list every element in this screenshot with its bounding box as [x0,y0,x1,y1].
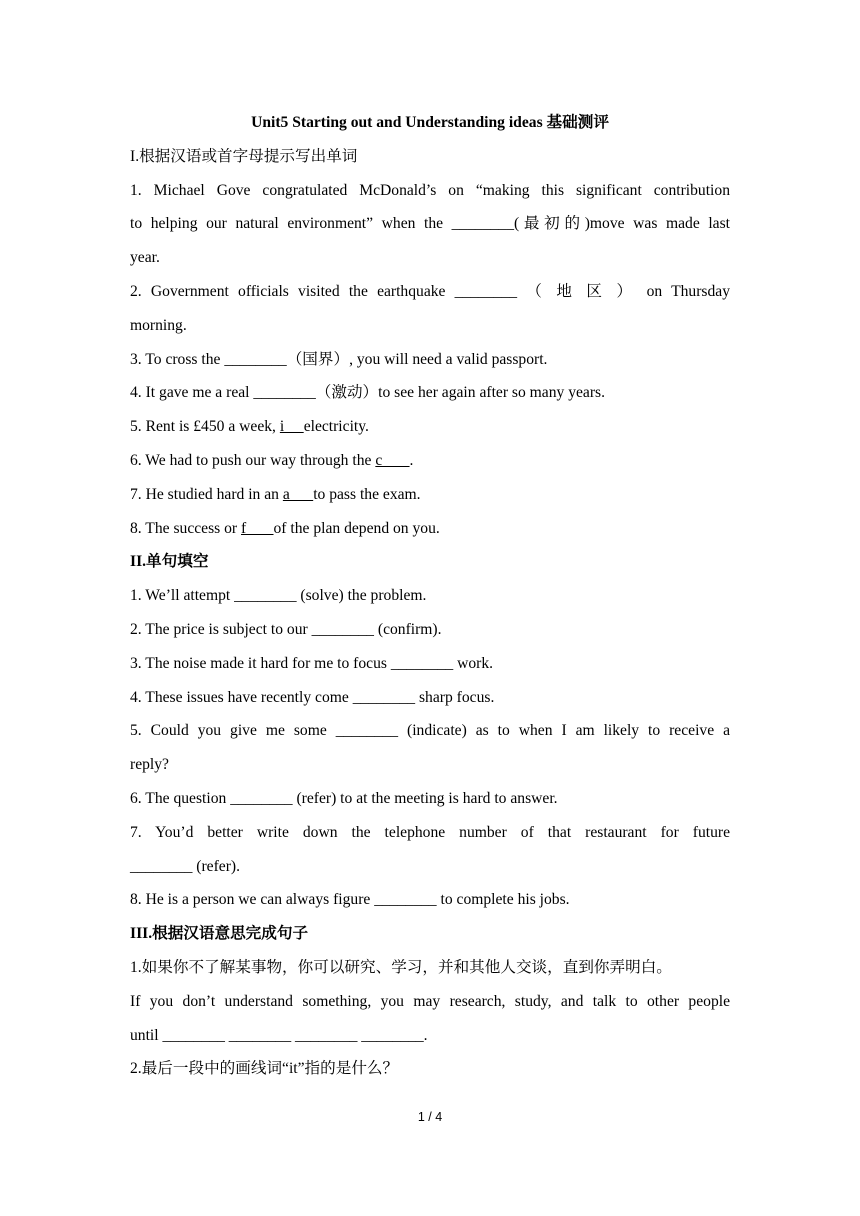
s3-q2-chinese: 2.最后一段中的画线词“it”指的是什么？ [130,1060,399,1078]
s1-q6 [130,444,730,478]
s2-q8: 8. He is a person we can always figure ________ to complete his jobs. [130,891,570,909]
s2-q6: 6. The question ________ (refer) to at the meeting is hard to answer. [130,789,558,807]
s3-q1-line2: until ________ ________ ________ ________. [130,1026,428,1044]
s3-q1-chinese: 1.如果你不了解某事物，你可以研究、学习，并和其他人交谈，直到你弄明白。 [130,958,672,976]
s3-q1-line1: If you don’t understand something, you may research, study, and talk to other people [130,992,730,1010]
s1-q3: 3. To cross the ________（国界）, you will need a valid passport. [130,350,548,368]
s2-q5-line2: reply? [130,756,169,774]
s1-q2-line2: morning. [130,316,187,334]
s2-q4: 4. These issues have recently come ________ sharp focus. [130,688,495,706]
s1-q6-blank: c [375,451,410,469]
s1-q7-blank: a [282,485,314,503]
s1-q8-pre: 8. The success or [130,519,242,537]
s2-q3: 3. The noise made it hard for me to focus ________ work. [130,654,494,672]
s1-q1-line1: 1. Michael Gove congratulated McDonald’s on “making this significant contribution [130,181,730,199]
s1-q8-blank: f [241,519,274,537]
s1-q6-pre: 6. We had to push our way through the [130,451,376,469]
section-1-heading: I.根据汉语或首字母提示写出单词 [130,147,358,165]
s2-q5-line1: 5. Could you give me some ________ (indicate) as to when I am likely to receive a [130,722,730,740]
s1-q8-post: of the plan depend on you. [273,519,440,537]
s2-q7-line2: ________ (refer). [130,857,240,875]
document-title: Unit5 Starting out and Understanding ideas 基础测评 [251,114,609,131]
s2-q1: 1. We’ll attempt ________ (solve) the problem. [130,587,427,605]
s1-q5-post: electricity. [303,418,369,436]
s1-q5-blank: i [279,418,304,436]
document-page [130,106,730,1086]
section-2-heading: II.单句填空 [130,553,209,571]
s1-q5-pre: 5. Rent is £450 a week, [130,418,280,436]
s1-q7-post: to pass the exam. [313,485,421,503]
s1-q7-pre: 7. He studied hard in an [130,485,283,503]
s1-q7 [130,478,730,512]
section-3-heading: III.根据汉语意思完成句子 [130,925,309,943]
s1-q8 [130,512,730,546]
s1-q1-line2: to helping our natural environment” when the ________(最初的)move was made last [130,215,730,233]
s2-q7-line1: 7. You’d better write down the telephone number of that restaurant for future [130,823,730,841]
s1-q4: 4. It gave me a real ________（激动）to see her again after so many years. [130,384,606,402]
s1-q6-post: . [409,451,414,469]
s1-q1-line3: year. [130,249,160,267]
s1-q2-line1: 2. Government officials visited the earthquake ________ （ 地 区 ） on Thursday [130,282,730,300]
s1-q5 [130,410,730,444]
page-number: 1 / 4 [417,1110,443,1124]
s2-q2: 2. The price is subject to our ________ (confirm). [130,620,442,638]
